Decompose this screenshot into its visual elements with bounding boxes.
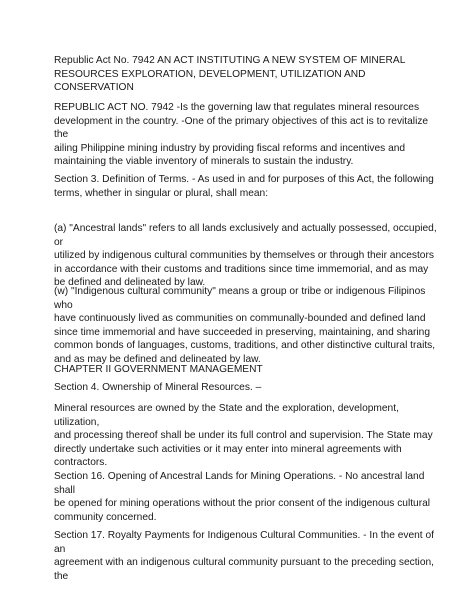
document-title: Republic Act No. 7942 AN ACT INSTITUTING A NEW SYSTEM OF MINERAL RESOURCES EXPLORATION, DEVELOPMENT, UTILIZATION AND CONSERVATION bbox=[54, 55, 406, 94]
chapter-2-heading: CHAPTER II GOVERNMENT MANAGEMENT bbox=[54, 364, 263, 375]
section-4-heading: Section 4. Ownership of Mineral Resources. – bbox=[54, 382, 262, 393]
section-3-heading: Section 3. Definition of Terms. - As used in and for purposes of this Act, the following terms, whether in singular or plural, shall mean: bbox=[54, 174, 434, 199]
section-17-paragraph: Section 17. Royalty Payments for Indigenous Cultural Communities. - In the event of an agreement with an indigenous cultural community pursuant to the preceding section, the bbox=[54, 530, 434, 582]
intro-paragraph: REPUBLIC ACT NO. 7942 -Is the governing law that regulates mineral resources development in the country. -One of the primary objectives of this act is to revitalize the ailing Philippine mining industry by providing fiscal reforms and incentives and maintaining the viable inventory of minerals to sustain the industry. bbox=[54, 102, 429, 168]
definition-ancestral-lands: (a) "Ancestral lands" refers to all lands exclusively and actually possessed, occupied, or utilized by indigenous cultural communities by themselves or through their ancestors in accordance with their customs and traditions since time immemorial, and as may be defined and delineated by law. bbox=[54, 223, 437, 289]
section-16-paragraph: Section 16. Opening of Ancestral Lands for Mining Operations. - No ancestral land shall be opened for mining operations without the prior consent of the indigenous cultural community concerned. bbox=[54, 471, 431, 523]
definition-indigenous-community: (w) "Indigenous cultural community" means a group or tribe or indigenous Filipinos who have continuously lived as communities on communally-bounded and defined land since time immemorial and have succeeded in preserving, maintaining, and sharing common bonds of languages, customs, traditions, and other distinctive cultural traits, and as may be defined and delineated by law. bbox=[54, 286, 436, 365]
section-4-body: Mineral resources are owned by the State and the exploration, development, utilization, and processing thereof shall be under its full control and supervision. The State may directly undertake such activities or it may enter into mineral agreements with contractors. bbox=[54, 403, 433, 469]
